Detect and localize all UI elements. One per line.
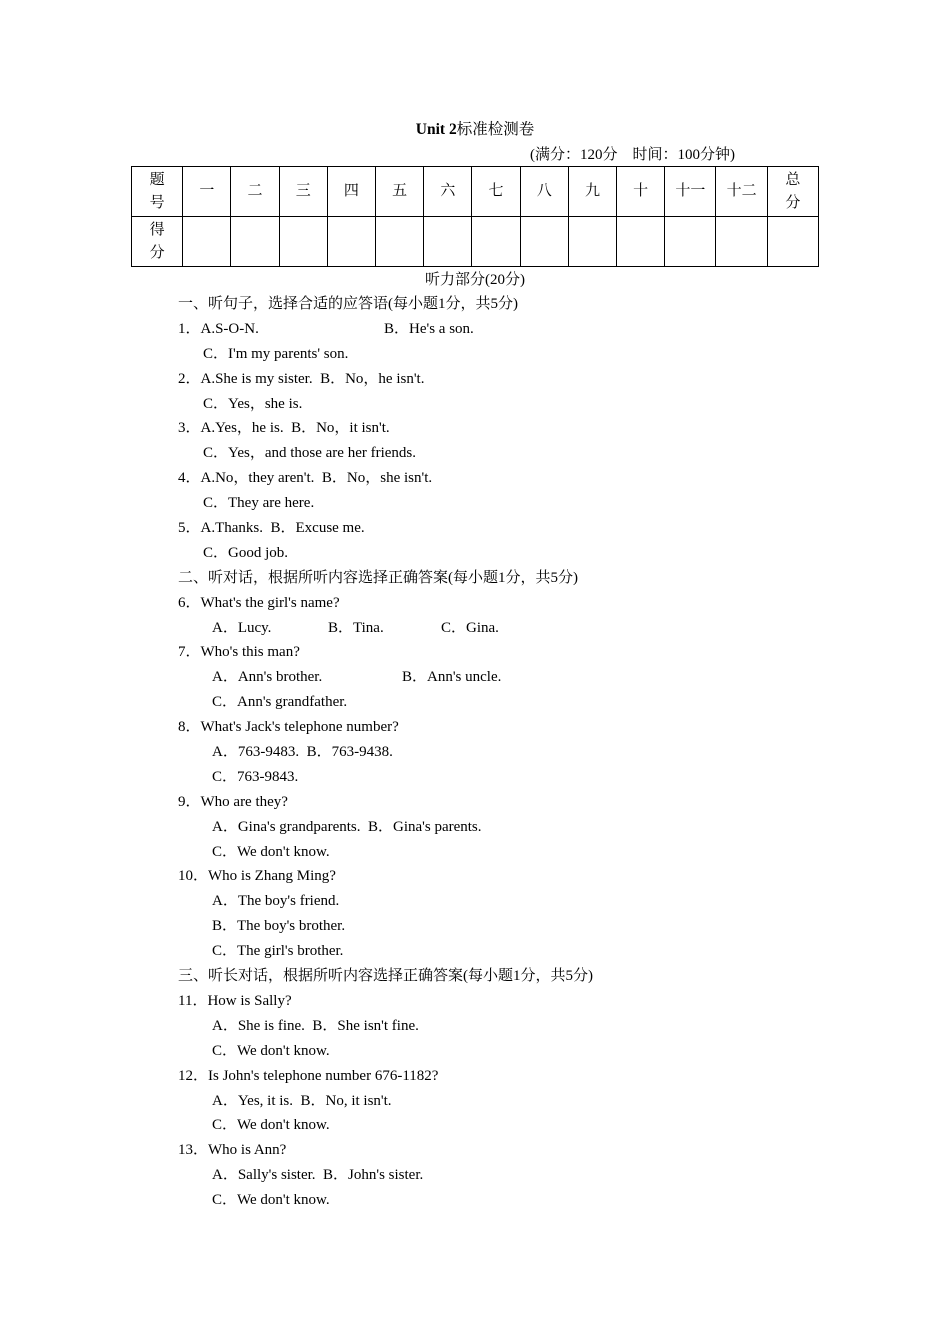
line-text: A．Ann's brother.	[212, 669, 323, 686]
score-table-header-cell: 十二	[716, 167, 767, 217]
line-text: 一、听句子，选择合适的应答语(每小题1分，共5分)	[178, 296, 518, 312]
line-text: A．The boy's friend.	[212, 893, 340, 910]
line-text: 2．A.She is my sister. B．No，he isn't.	[178, 370, 425, 387]
text-line	[0, 989, 950, 1014]
text-line	[0, 640, 950, 665]
line-text: 13．Who is Ann?	[178, 1142, 287, 1159]
score-blank-cell	[376, 217, 424, 267]
line-text: A．She is fine. B．She isn't fine.	[212, 1017, 419, 1034]
text-line	[0, 740, 950, 765]
listening-part-title: 听力部分(20分)	[425, 272, 525, 288]
score-blank-cell	[568, 217, 616, 267]
text-line	[0, 939, 950, 964]
line-text: 11．How is Sally?	[178, 992, 292, 1009]
text-line	[0, 715, 950, 740]
line-text: B．He's a son.	[384, 320, 474, 337]
text-line	[0, 1138, 950, 1163]
line-text: C．763-9843.	[212, 768, 299, 785]
score-blank-cell	[665, 217, 716, 267]
score-table-header-cell: 三	[279, 167, 327, 217]
score-table-header-cell: 九	[568, 167, 616, 217]
title-unit: Unit 2	[415, 121, 457, 138]
text-line	[0, 1163, 950, 1188]
exam-info: (满分：120分 时间：100分钟)	[530, 147, 735, 163]
text-line	[0, 1039, 950, 1064]
text-line	[0, 840, 950, 865]
score-table-row-label: 得 分	[132, 217, 183, 267]
page-title	[0, 117, 950, 139]
text-line	[0, 591, 950, 616]
line-text: B．Tina.	[328, 619, 384, 636]
line-text: 6．What's the girl's name?	[178, 594, 340, 611]
text-line	[0, 1064, 950, 1089]
score-table-header-cell: 八	[520, 167, 568, 217]
text-line	[0, 914, 950, 939]
line-text: 三、听长对话，根据所听内容选择正确答案(每小题1分，共5分)	[178, 968, 593, 985]
text-line	[0, 1014, 950, 1039]
line-text: C．I'm my parents' son.	[203, 345, 349, 362]
line-text: 12．Is John's telephone number 676-1182?	[178, 1067, 439, 1084]
text-line	[0, 765, 950, 790]
line-text: C．We don't know.	[212, 1117, 330, 1134]
line-text: 5．A.Thanks. B．Excuse me.	[178, 520, 365, 537]
text-line	[0, 491, 950, 516]
text-line	[0, 292, 950, 317]
text-line	[0, 466, 950, 491]
text-line	[0, 342, 950, 367]
line-text: C．They are here.	[203, 495, 315, 512]
text-line	[0, 790, 950, 815]
text-line	[0, 416, 950, 441]
text-line	[0, 367, 950, 392]
line-text: A．Gina's grandparents. B．Gina's parents.	[212, 818, 482, 835]
score-blank-cell	[424, 217, 472, 267]
score-table-header-cell: 六	[424, 167, 472, 217]
line-text: 7．Who's this man?	[178, 644, 300, 661]
line-text: 10．Who is Zhang Ming?	[178, 868, 336, 885]
line-text: C．Good job.	[203, 544, 289, 561]
score-table-header-cell: 七	[472, 167, 520, 217]
score-blank-cell	[472, 217, 520, 267]
line-text: 1．A.S-O-N.	[178, 320, 259, 337]
line-text: 4．A.No，they aren't. B．No，she isn't.	[178, 470, 433, 487]
score-blank-cell	[327, 217, 375, 267]
line-text: A．763-9483. B．763-9438.	[212, 744, 393, 761]
text-line	[0, 1188, 950, 1213]
score-table	[131, 166, 819, 267]
text-line	[0, 690, 950, 715]
line-text: 二、听对话，根据所听内容选择正确答案(每小题1分，共5分)	[178, 569, 578, 586]
line-text: 8．What's Jack's telephone number?	[178, 719, 399, 736]
line-text: A．Yes, it is. B．No, it isn't.	[212, 1092, 392, 1109]
score-table-header-cell: 十	[617, 167, 665, 217]
text-line	[0, 566, 950, 591]
score-blank-cell	[231, 217, 279, 267]
line-text: 3．A.Yes，he is. B．No，it isn't.	[178, 420, 390, 437]
score-table-header-cell: 十一	[665, 167, 716, 217]
title-text: 标准检测卷	[456, 121, 535, 138]
score-table-header-row	[132, 167, 819, 217]
text-line	[0, 541, 950, 566]
text-line	[0, 516, 950, 541]
line-text: B．The boy's brother.	[212, 918, 346, 935]
score-table-header-cell: 四	[327, 167, 375, 217]
line-text: C．Yes，and those are her friends.	[203, 445, 417, 462]
line-text: C．The girl's brother.	[212, 943, 344, 960]
text-line	[0, 616, 950, 641]
line-text: 9．Who are they?	[178, 793, 288, 810]
text-line	[0, 1113, 950, 1138]
text-line	[0, 441, 950, 466]
text-line	[0, 1089, 950, 1114]
question-list	[0, 292, 950, 1213]
line-text: A．Sally's sister. B．John's sister.	[212, 1167, 424, 1184]
score-table-header-cell: 总 分	[767, 167, 818, 217]
text-line	[0, 815, 950, 840]
text-line	[0, 889, 950, 914]
score-table-header-cell: 二	[231, 167, 279, 217]
score-blank-cell	[617, 217, 665, 267]
line-text: C．We don't know.	[212, 1042, 330, 1059]
text-line	[0, 392, 950, 417]
score-table-header-cell: 一	[183, 167, 231, 217]
text-line	[0, 864, 950, 889]
score-table-header-cell: 五	[376, 167, 424, 217]
line-text: C．Ann's grandfather.	[212, 694, 348, 711]
line-text: C．Yes，she is.	[203, 395, 303, 412]
line-text: C．We don't know.	[212, 843, 330, 860]
text-line	[0, 317, 950, 342]
score-blank-cell	[279, 217, 327, 267]
score-blank-cell	[183, 217, 231, 267]
text-line	[0, 665, 950, 690]
text-line	[0, 964, 950, 989]
line-text: C．Gina.	[441, 619, 499, 636]
score-blank-cell	[716, 217, 767, 267]
line-text: C．We don't know.	[212, 1192, 330, 1209]
line-text: B．Ann's uncle.	[402, 669, 502, 686]
score-table-score-row	[132, 217, 819, 267]
score-blank-cell	[520, 217, 568, 267]
line-text: A．Lucy.	[212, 619, 272, 636]
score-table-header-cell: 题 号	[132, 167, 183, 217]
score-blank-cell	[767, 217, 818, 267]
